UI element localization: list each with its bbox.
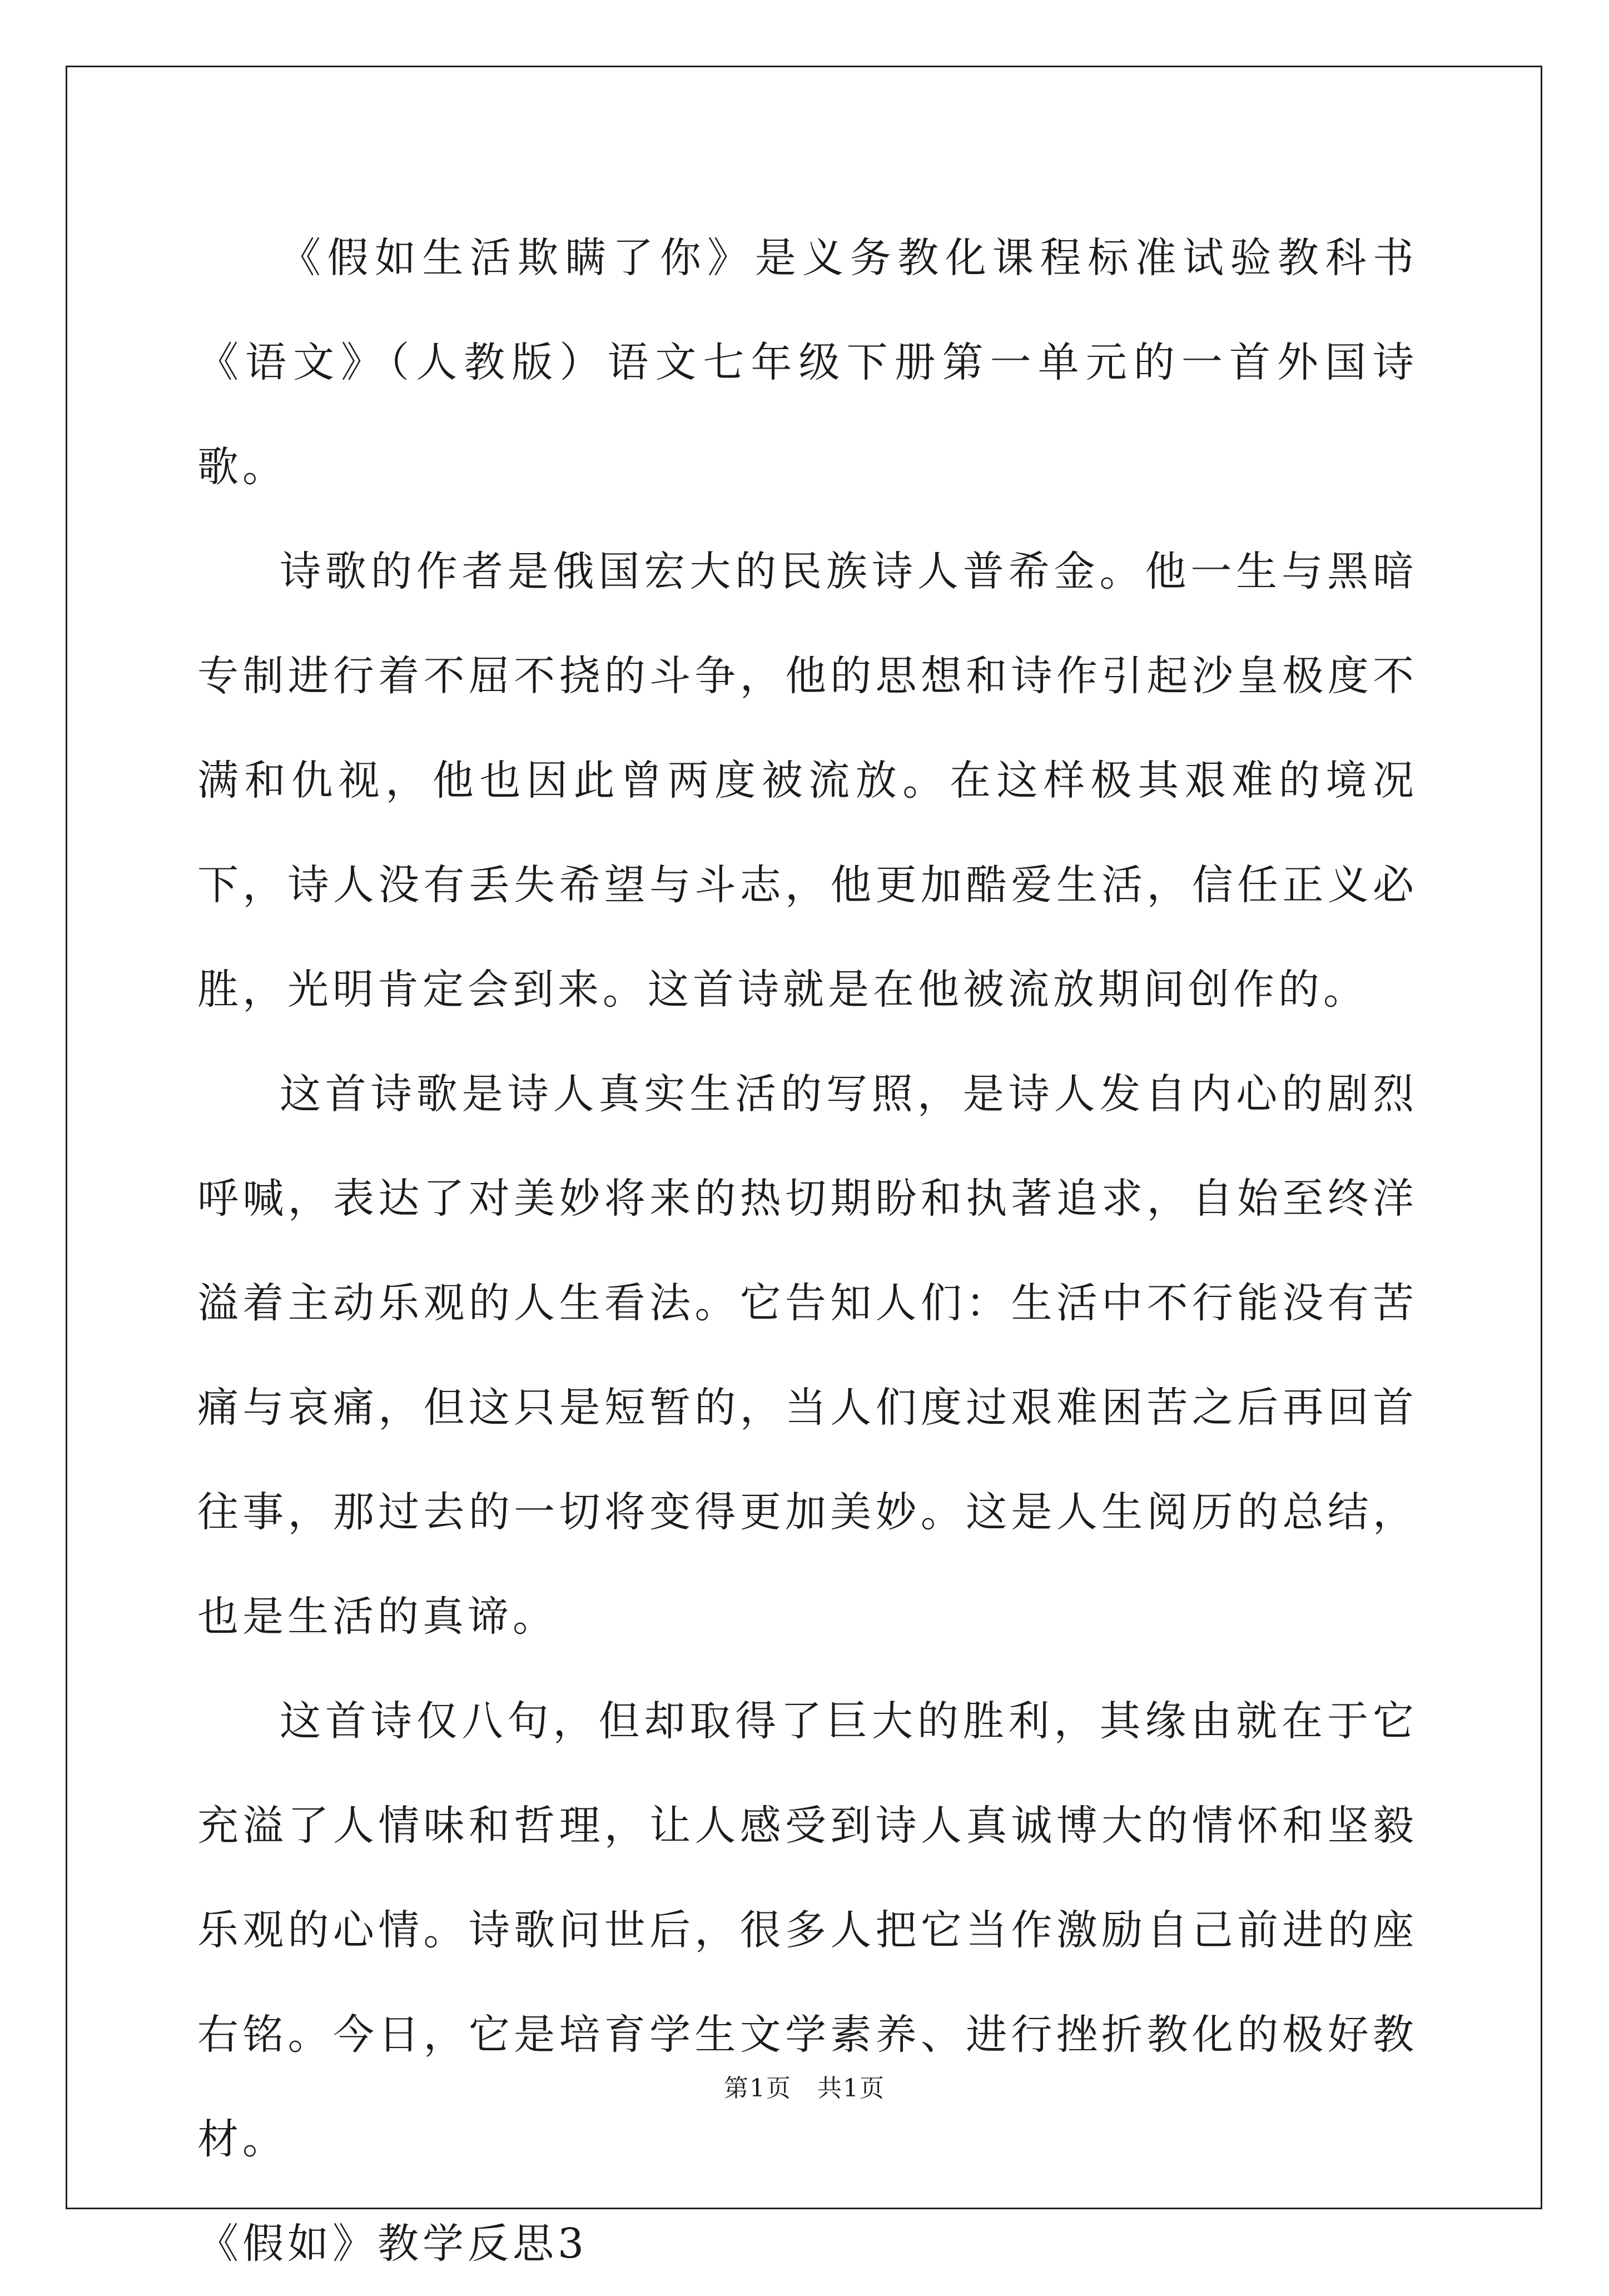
paragraph-intro: 《假如生活欺瞒了你》是义务教化课程标准试验教科书《语文》（人教版）语文七年级下册第一单元的一首外国诗歌。 [197, 234, 1418, 491]
page-number-footer: 第1页 共1页 [724, 2074, 885, 2103]
paragraph-success: 这首诗仅八句，但却取得了巨大的胜利，其缘由就在于它充溢了人情味和哲理，让人感受到诗人真诚博大的情怀和坚毅乐观的心情。诗歌问世后，很多人把它当作激励自己前进的座右铭。今日，它是培育学生文学素养、进行挫折教化的极好教材。 [197, 1697, 1418, 2163]
document-body [197, 206, 1418, 2296]
paragraph-author: 诗歌的作者是俄国宏大的民族诗人普希金。他一生与黑暗专制进行着不屈不挠的斗争，他的思想和诗作引起沙皇极度不满和仇视，他也因此曾两度被流放。在这样极其艰难的境况下，诗人没有丢失希望与斗志，他更加酷爱生活，信任正义必胜，光明肯定会到来。这首诗就是在他被流放期间创作的。 [197, 548, 1418, 1013]
section-heading: 《假如》教学反思3 [197, 2220, 588, 2268]
paragraph-meaning: 这首诗歌是诗人真实生活的写照，是诗人发自内心的剧烈呼喊，表达了对美妙将来的热切期盼和执著追求，自始至终洋溢着主动乐观的人生看法。它告知人们：生活中不行能没有苦痛与哀痛，但这只是短暂的，当人们度过艰难困苦之后再回首往事，那过去的一切将变得更加美妙。这是人生阅历的总结，也是生活的真谛。 [197, 1070, 1418, 1641]
